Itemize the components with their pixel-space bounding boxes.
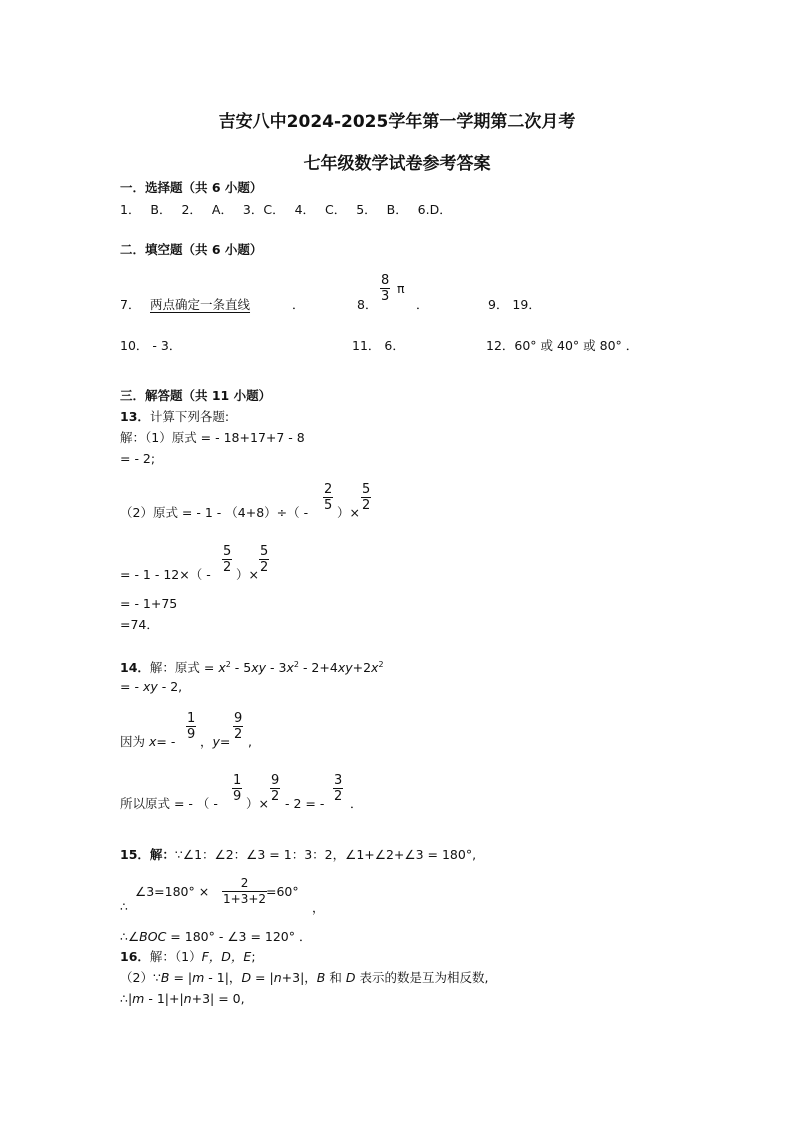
numerator: 9 — [271, 773, 280, 788]
q15-comma: ， — [312, 900, 325, 915]
text: = — [219, 734, 231, 749]
text: +3|， — [281, 970, 317, 985]
q13-frac-5-2-b — [222, 544, 232, 575]
q15-step-3 — [120, 929, 311, 945]
denominator: 5 — [324, 498, 333, 513]
q14-step-3a — [120, 734, 175, 750]
var: B — [160, 970, 170, 985]
text: ; — [251, 949, 256, 964]
var-xy: xy — [142, 679, 158, 694]
q14-label: 14． — [120, 660, 150, 675]
var: B — [316, 970, 326, 985]
q12-answer: 12．60° 或 40° 或 80° ． — [486, 338, 639, 353]
numerator: 1 — [187, 711, 196, 726]
var: m — [132, 991, 145, 1006]
q7-answer: 两点确定一条直线 — [150, 297, 251, 312]
q14-step-4d: ． — [350, 796, 363, 811]
text: = - — [120, 679, 143, 694]
q14-step-4c: - 2 = - — [285, 796, 325, 811]
denominator: 2 — [362, 498, 371, 513]
text: = 180° - ∠3 = 120° ． — [166, 929, 312, 944]
q13-step-4a: = - 1 - 12×（ - — [120, 567, 211, 582]
text: - 1|+| — [144, 991, 184, 1006]
q13-step-5: = - 1+75 — [120, 596, 178, 611]
var: D — [345, 970, 356, 985]
denominator: 2 — [223, 560, 232, 575]
q13-frac-5-2-c — [259, 544, 269, 575]
section-choice-heading: 一．选择题（共 6 小题） — [120, 180, 263, 195]
q8-label: 8． — [357, 297, 378, 312]
choice-answers: 1． B． 2． A． 3．C． 4． C． 5． B． 6.D． — [120, 202, 452, 217]
numerator: 5 — [260, 544, 269, 559]
q15-step-1 — [120, 847, 476, 863]
q14-step-4a: 所以原式 = - （ - — [120, 796, 218, 811]
text: = - — [156, 734, 176, 749]
q16-step-2 — [120, 970, 488, 986]
q13-frac-2-5 — [323, 482, 333, 513]
text: = | — [251, 970, 274, 985]
var-x: x — [286, 660, 294, 675]
text: 因为 — [120, 734, 149, 749]
numerator: 1 — [233, 773, 242, 788]
q15-fraction — [222, 876, 267, 907]
text: - 5 — [230, 660, 252, 675]
numerator: 5 — [223, 544, 232, 559]
q13-step-1: 解：（1）原式 = - 18+17+7 - 8 — [120, 430, 305, 445]
q13-intro: 计算下列各题: — [149, 409, 230, 424]
q15-therefore: ∴ — [120, 899, 128, 914]
q15-step-2b: =60° — [266, 884, 299, 899]
numerator: 2 — [222, 876, 267, 892]
q14-step-3b — [200, 734, 230, 750]
q16-step-1 — [120, 949, 256, 965]
var: n — [183, 991, 192, 1006]
denominator: 9 — [233, 789, 242, 804]
q16-label: 16． — [120, 949, 150, 964]
text: 解：（1） — [149, 949, 202, 964]
text: - 2, — [157, 679, 183, 694]
denominator: 2 — [271, 789, 280, 804]
text: ， — [200, 734, 213, 749]
exponent: 2 — [378, 660, 384, 669]
var-x: x — [218, 660, 226, 675]
text: +2 — [352, 660, 372, 675]
text: - 3 — [266, 660, 287, 675]
points: F，D，E — [201, 949, 252, 964]
text: +3| = 0, — [191, 991, 245, 1006]
q14-frac-1-9-a — [186, 711, 196, 742]
q13-frac-5-2-a — [361, 482, 371, 513]
text: （2）∵ — [120, 970, 161, 985]
text: 解：原式 = — [149, 660, 219, 675]
numerator: 2 — [324, 482, 333, 497]
numerator: 3 — [334, 773, 343, 788]
text: ∴| — [120, 991, 133, 1006]
q14-frac-1-9-b — [232, 773, 242, 804]
text: 和 — [325, 970, 346, 985]
q14-step-3c: , — [248, 734, 252, 749]
var: m — [192, 970, 205, 985]
text: 表示的数是互为相反数, — [355, 970, 489, 985]
q15-step-2a: ∠3=180° × — [135, 884, 210, 899]
text: - 1|， — [204, 970, 242, 985]
var-y: y — [212, 734, 220, 749]
q14-step-1 — [120, 657, 384, 676]
numerator: 9 — [234, 711, 243, 726]
exponent: 2 — [225, 660, 231, 669]
q13-label: 13． — [120, 409, 150, 424]
q8-numerator: 8 — [381, 273, 390, 288]
answer-key-title: 七年级数学试卷参考答案 — [303, 154, 491, 174]
q13-step-3b: ）× — [337, 505, 360, 520]
q13-step-6: =74． — [120, 617, 159, 632]
denominator: 2 — [334, 789, 343, 804]
text: = | — [169, 970, 193, 985]
q13-line-intro — [120, 409, 229, 425]
q14-step-2 — [120, 679, 182, 695]
q7-label: 7． — [120, 297, 141, 312]
q7-dot: ． — [292, 297, 305, 312]
q8-dot: ． — [416, 297, 429, 312]
var-x: x — [371, 660, 379, 675]
q14-frac-3-2 — [333, 773, 343, 804]
numerator: 5 — [362, 482, 371, 497]
section-solve-heading: 三．解答题（共 11 小题） — [120, 388, 272, 403]
var-x: x — [148, 734, 157, 749]
denominator: 9 — [187, 727, 196, 742]
q14-frac-9-2-b — [270, 773, 280, 804]
exponent: 2 — [293, 660, 299, 669]
q16-step-3 — [120, 991, 245, 1007]
exam-title: 吉安八中2024-2025学年第一学期第二次月考 — [218, 112, 576, 132]
q13-step-4b: ）× — [236, 567, 259, 582]
text: - 2+4 — [298, 660, 338, 675]
q15-label: 15．解： — [120, 847, 175, 862]
section-fill-heading: 二．填空题（共 6 小题） — [120, 242, 263, 257]
q13-step-3a: （2）原式 = - 1 - （4+8）÷（ - — [120, 505, 309, 520]
text: ∵∠1：∠2：∠3 = 1：3：2，∠1+∠2+∠3 = 180°, — [174, 847, 477, 862]
q10-answer: 10． - 3． — [120, 338, 182, 353]
var: n — [273, 970, 282, 985]
q9-answer: 9． 19． — [488, 297, 541, 312]
var: D — [241, 970, 252, 985]
denominator: 2 — [260, 560, 269, 575]
q14-step-4b: ）× — [246, 796, 269, 811]
denominator: 1+3+2 — [223, 892, 267, 906]
q8-denominator: 3 — [381, 289, 390, 304]
q8-fraction — [380, 273, 390, 304]
denominator: 2 — [234, 727, 243, 742]
q11-answer: 11． 6． — [352, 338, 405, 353]
var-xy: xy — [337, 660, 353, 675]
q14-frac-9-2-a — [233, 711, 243, 742]
text: ∴∠ — [120, 929, 140, 944]
var-xy: xy — [251, 660, 267, 675]
angle-name: BOC — [139, 929, 167, 944]
q8-pi: π — [397, 281, 405, 296]
q13-step-2: = - 2; — [120, 451, 156, 466]
